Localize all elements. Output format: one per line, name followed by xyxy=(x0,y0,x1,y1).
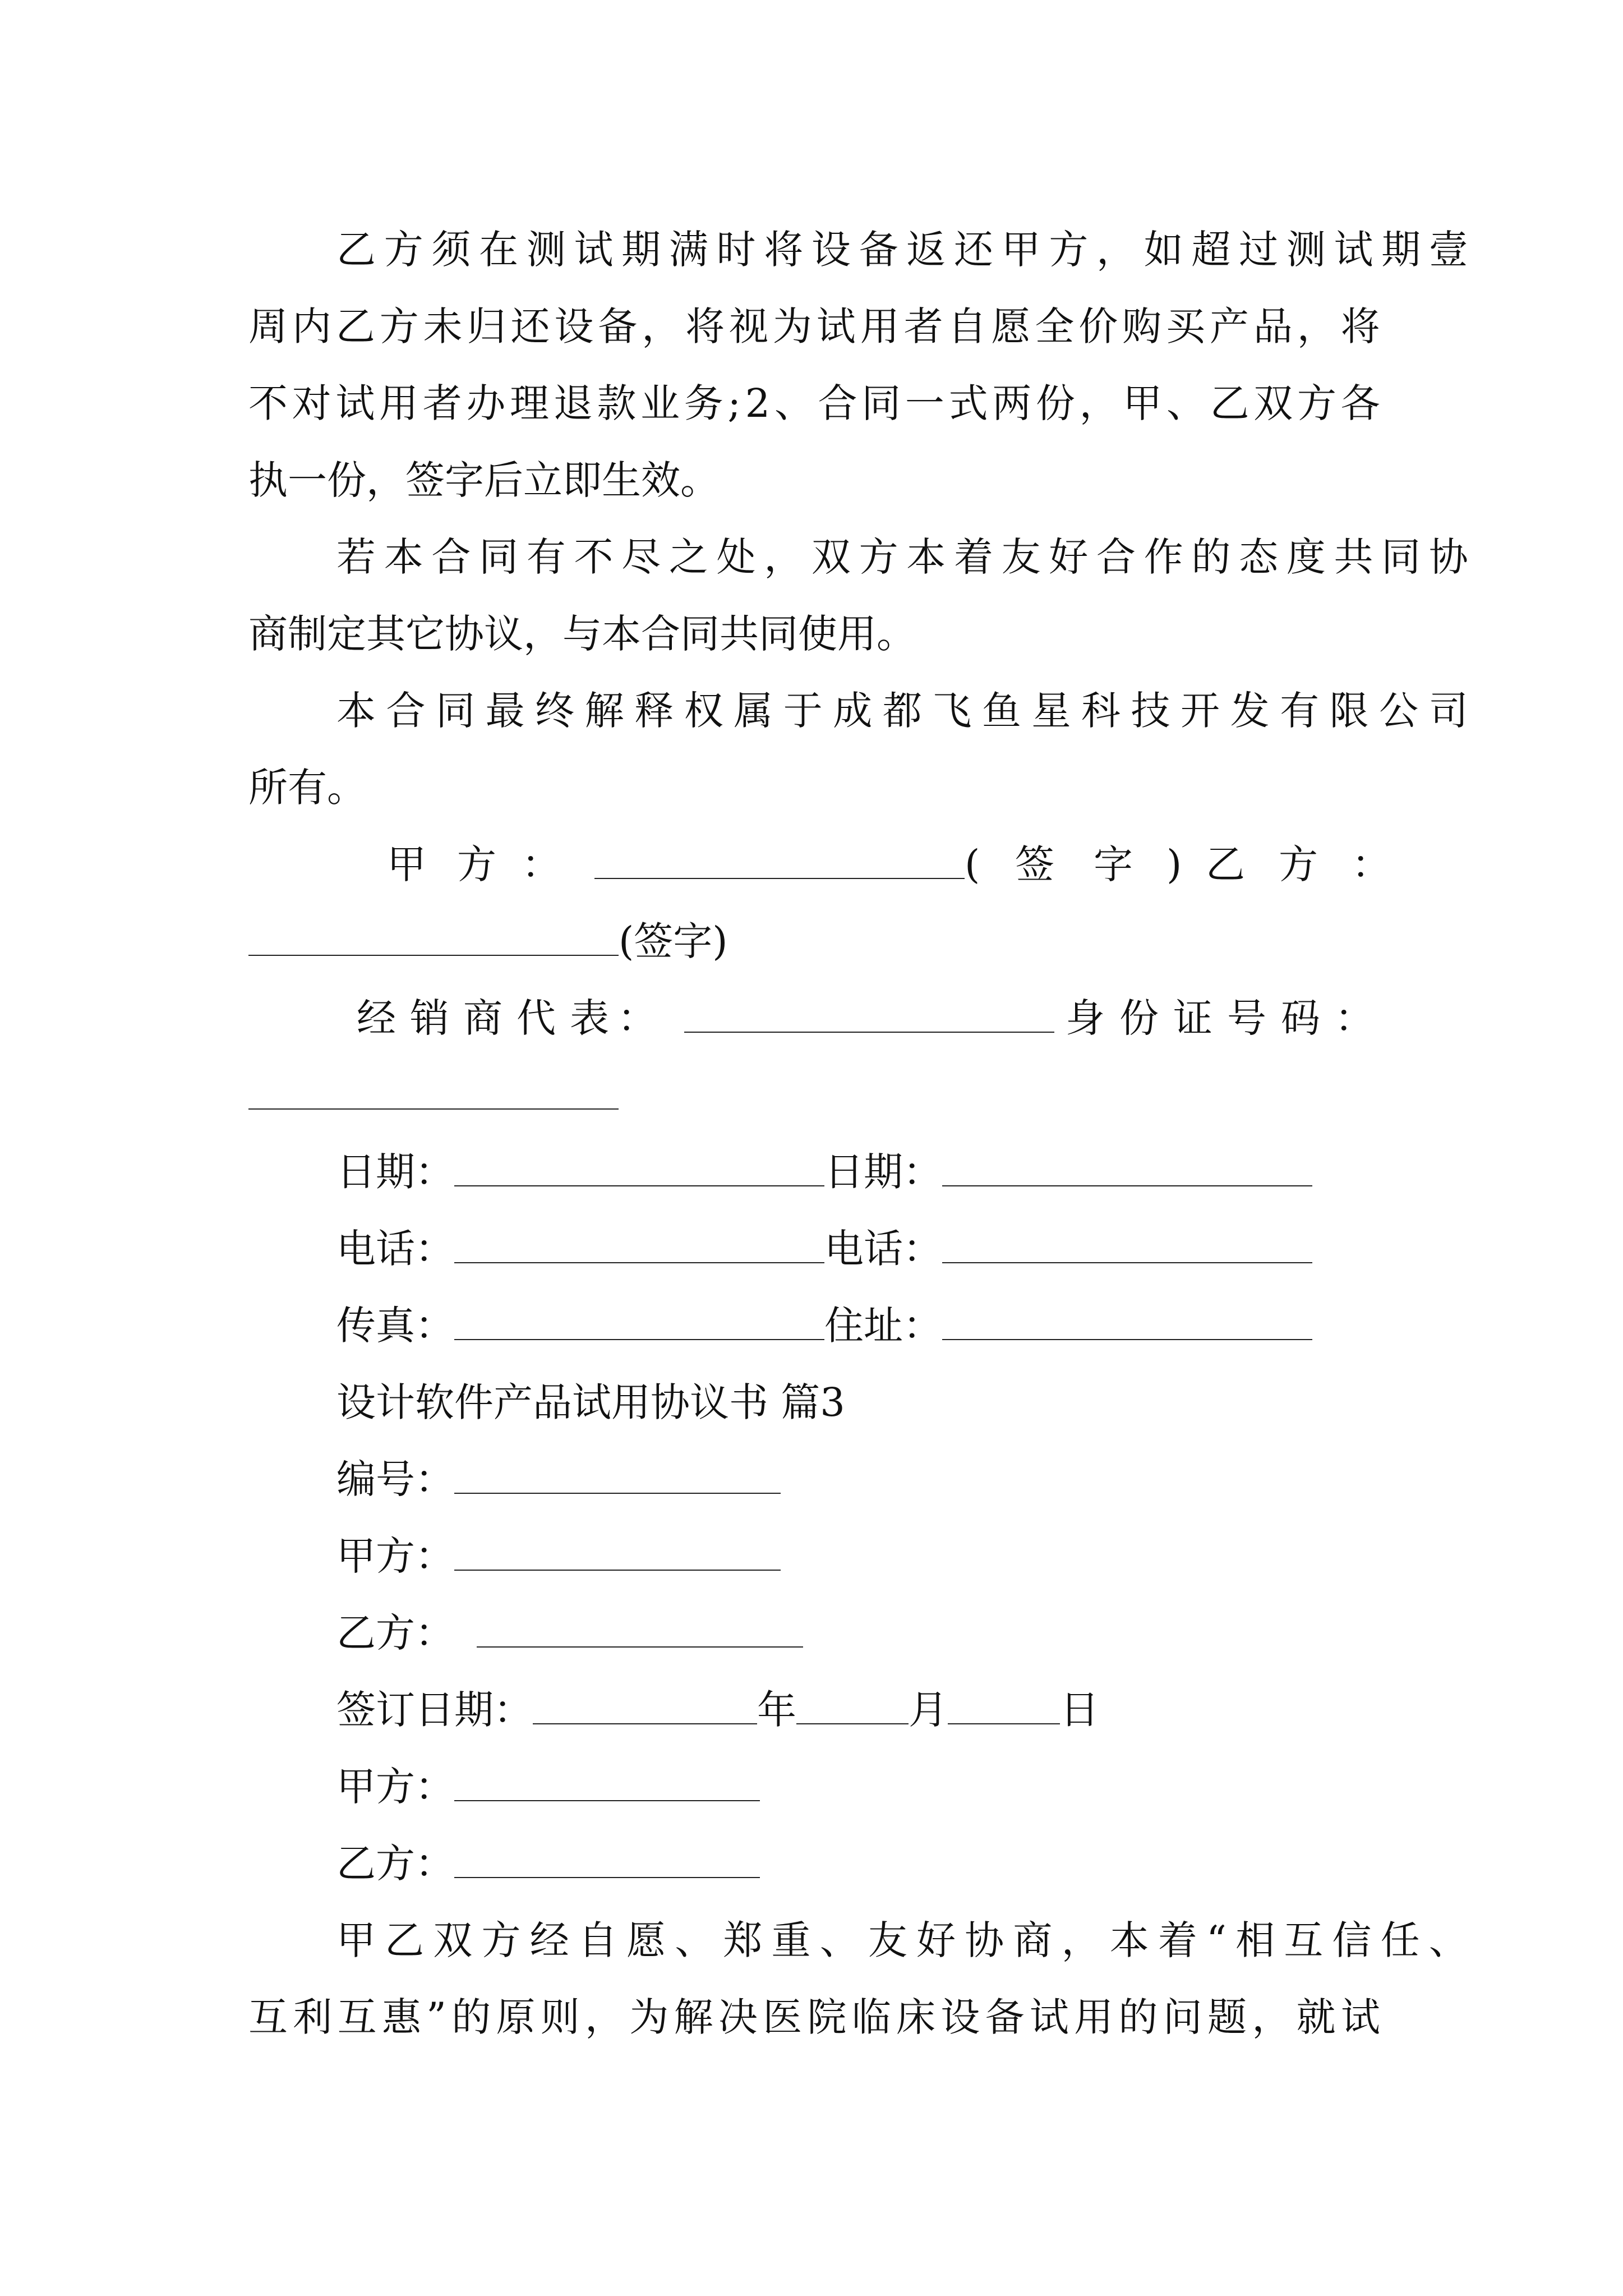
text-char: 务 xyxy=(684,380,723,426)
text-char: ， xyxy=(1079,380,1119,426)
fax-label: 传真： xyxy=(336,1303,454,1349)
text-char: 还 xyxy=(510,303,550,349)
text-char: 都 xyxy=(882,688,922,734)
number-row xyxy=(336,1451,781,1507)
label-char: 方 xyxy=(1279,841,1318,887)
text-char: 设 xyxy=(811,227,851,273)
text-char: 期 xyxy=(621,227,661,273)
text-char: 份 xyxy=(1035,380,1075,426)
text-char: 甲 xyxy=(1123,380,1163,426)
label-char: ( xyxy=(965,841,980,887)
month-label: 月 xyxy=(909,1687,948,1733)
text-char: 者 xyxy=(422,380,462,426)
text-char: 测 xyxy=(1286,227,1326,273)
text-char: 协 xyxy=(965,1917,1004,1963)
paragraph-line: 商制定其它协议，与本合同共同使用。 xyxy=(248,611,916,657)
text-char: 就 xyxy=(1296,1994,1336,2040)
text-char: 品 xyxy=(1253,303,1293,349)
month-blank[interactable] xyxy=(796,1682,909,1724)
party-a-row xyxy=(336,1528,781,1584)
text-char: 2 xyxy=(745,380,771,426)
text-char: 、 xyxy=(675,1917,714,1963)
text-char: 试 xyxy=(1340,1994,1380,2040)
text-char: 鱼 xyxy=(981,688,1021,734)
text-char: 返 xyxy=(906,227,946,273)
text-char: 则 xyxy=(540,1994,580,2040)
text-char: ， xyxy=(1297,303,1336,349)
text-char: ; xyxy=(727,380,741,426)
address-blank[interactable] xyxy=(942,1297,1312,1340)
text-char: 用 xyxy=(379,380,419,426)
text-char: 临 xyxy=(851,1994,891,2040)
text-char: 壹 xyxy=(1428,227,1468,273)
text-char: 协 xyxy=(1428,534,1468,580)
text-char: 退 xyxy=(553,380,593,426)
label-char: 证 xyxy=(1173,995,1212,1041)
text-char: 解 xyxy=(674,1994,713,2040)
text-char: ， xyxy=(642,303,681,349)
paragraph-line: 执一份，签字后立即生效。 xyxy=(248,457,720,503)
paragraph-line xyxy=(336,529,1468,585)
id-number-row xyxy=(248,1067,619,1123)
text-char: 尽 xyxy=(621,534,661,580)
text-char: 商 xyxy=(1013,1917,1053,1963)
text-char: 态 xyxy=(1239,534,1279,580)
text-char: 重 xyxy=(771,1917,811,1963)
text-char: 将 xyxy=(1340,303,1380,349)
text-char: 一 xyxy=(905,380,944,426)
text-char: 作 xyxy=(1144,534,1183,580)
party-a-blank-2[interactable] xyxy=(454,1759,760,1801)
paragraph-line xyxy=(336,222,1468,278)
text-char: “ xyxy=(1206,1917,1227,1963)
text-char: 同 xyxy=(1381,534,1421,580)
phone-blank-a[interactable] xyxy=(454,1221,824,1263)
text-char: 为 xyxy=(629,1994,669,2040)
text-char: 床 xyxy=(896,1994,936,2040)
text-char: 互 xyxy=(1284,1917,1324,1963)
phone-label: 电话： xyxy=(824,1226,942,1272)
text-char: 相 xyxy=(1235,1917,1275,1963)
year-blank[interactable] xyxy=(533,1682,757,1724)
text-char: 同 xyxy=(436,688,476,734)
text-char: 着 xyxy=(1158,1917,1197,1963)
text-char: 超 xyxy=(1191,227,1231,273)
party-b-blank-2[interactable] xyxy=(454,1835,760,1878)
day-label: 日 xyxy=(1060,1687,1099,1733)
text-char: 经 xyxy=(529,1917,569,1963)
number-label: 编号： xyxy=(336,1456,454,1502)
text-char: 公 xyxy=(1379,688,1419,734)
text-char: 方 xyxy=(481,1917,521,1963)
text-char: 释 xyxy=(634,688,674,734)
text-char: 产 xyxy=(1209,303,1249,349)
text-char: 试 xyxy=(816,303,856,349)
text-char: 自 xyxy=(947,303,987,349)
id-number-blank[interactable] xyxy=(248,1067,619,1110)
text-char: 满 xyxy=(668,227,708,273)
text-char: 甲 xyxy=(336,1917,376,1963)
text-char: 双 xyxy=(1253,380,1293,426)
paragraph-line xyxy=(248,1989,1380,2045)
text-char: 两 xyxy=(992,380,1032,426)
text-char: 对 xyxy=(292,380,331,426)
text-char: 乙 xyxy=(1210,380,1249,426)
text-char: 合 xyxy=(818,380,857,426)
party-b-label: 乙方： xyxy=(336,1610,454,1656)
text-char: 任 xyxy=(1380,1917,1420,1963)
label-char: 商 xyxy=(463,995,502,1041)
text-char: 试 xyxy=(1029,1994,1069,2040)
text-char: 业 xyxy=(640,380,680,426)
text-char: 医 xyxy=(763,1994,803,2040)
text-char: 归 xyxy=(467,303,506,349)
text-char: 备 xyxy=(859,227,898,273)
text-char: 内 xyxy=(292,303,331,349)
label-char: 码 xyxy=(1281,995,1320,1041)
sign-label: (签字) xyxy=(619,918,728,964)
party-b-row xyxy=(336,1605,803,1661)
date-row xyxy=(336,1144,1312,1200)
text-char: 视 xyxy=(728,303,768,349)
text-char: 的 xyxy=(1118,1994,1158,2040)
text-char: 于 xyxy=(783,688,823,734)
phone-label: 电话： xyxy=(336,1226,454,1272)
label-char: ： xyxy=(1352,841,1391,887)
text-char: 司 xyxy=(1428,688,1468,734)
text-char: 愿 xyxy=(991,303,1031,349)
fax-blank[interactable] xyxy=(454,1297,824,1340)
section-title: 设计软件产品试用协议书 篇3 xyxy=(336,1379,845,1425)
text-char: 惠 xyxy=(381,1994,421,2040)
text-char: 限 xyxy=(1329,688,1369,734)
text-char: 试 xyxy=(574,227,614,273)
text-char: 试 xyxy=(335,380,375,426)
signature-blank-party-a[interactable] xyxy=(594,836,965,879)
text-char: 开 xyxy=(1181,688,1220,734)
date-label: 日期： xyxy=(336,1149,454,1195)
label-char: 乙 xyxy=(1206,841,1245,887)
label-char: ： xyxy=(1335,995,1374,1041)
text-char: 飞 xyxy=(932,688,972,734)
text-char: 须 xyxy=(431,227,471,273)
paragraph-line xyxy=(248,298,1380,355)
text-char: 本 xyxy=(1109,1917,1149,1963)
paragraph-line xyxy=(248,375,1380,431)
text-char: 设 xyxy=(554,303,594,349)
text-char: 好 xyxy=(916,1917,956,1963)
text-char: 、 xyxy=(819,1917,859,1963)
text-char: 本 xyxy=(906,534,946,580)
text-char: 互 xyxy=(337,1994,377,2040)
text-char: 试 xyxy=(1334,227,1373,273)
label-char: 字 xyxy=(1094,841,1133,887)
text-char: 不 xyxy=(248,380,288,426)
text-char: 合 xyxy=(1096,534,1136,580)
text-char: 款 xyxy=(597,380,637,426)
text-char: 院 xyxy=(807,1994,847,2040)
fax-row xyxy=(336,1297,1312,1354)
party-a-label: 甲方： xyxy=(336,1764,454,1810)
label-char: 号 xyxy=(1227,995,1266,1041)
label-char: 代 xyxy=(517,995,556,1041)
dealer-blank[interactable] xyxy=(684,990,1054,1033)
text-char: 备 xyxy=(598,303,638,349)
text-char: 合 xyxy=(431,534,471,580)
party-b-row-2 xyxy=(336,1835,760,1892)
label-char: 表 xyxy=(570,995,609,1041)
text-char: 权 xyxy=(684,688,723,734)
party-a-blank[interactable] xyxy=(454,1528,781,1571)
label-char: 份 xyxy=(1119,995,1159,1041)
text-char: 共 xyxy=(1334,534,1373,580)
text-char: 同 xyxy=(861,380,901,426)
text-char: ， xyxy=(585,1994,625,2040)
text-char: 若 xyxy=(336,534,376,580)
text-char: 用 xyxy=(860,303,900,349)
text-char: 终 xyxy=(535,688,575,734)
signature-row-party-b xyxy=(248,913,728,969)
text-char: 将 xyxy=(764,227,804,273)
party-a-label: 甲方： xyxy=(336,1533,454,1579)
text-char: 同 xyxy=(479,534,519,580)
text-char: 乙 xyxy=(336,227,376,273)
text-char: 方 xyxy=(1049,227,1089,273)
party-b-blank[interactable] xyxy=(477,1605,803,1648)
date-blank-a[interactable] xyxy=(454,1144,824,1186)
text-char: 愿 xyxy=(626,1917,666,1963)
paragraph-line xyxy=(336,683,1468,739)
text-char: 乙 xyxy=(385,1917,425,1963)
paragraph-line: 所有。 xyxy=(248,765,366,811)
text-char: 时 xyxy=(716,227,756,273)
text-char: 、 xyxy=(1166,380,1206,426)
phone-blank-b[interactable] xyxy=(942,1221,1312,1263)
sign-date-label: 签订日期： xyxy=(336,1687,533,1733)
text-char: 解 xyxy=(584,688,624,734)
text-char: 方 xyxy=(384,227,423,273)
text-char: 方 xyxy=(379,303,419,349)
text-char: 各 xyxy=(1340,380,1380,426)
text-char: 的 xyxy=(451,1994,491,2040)
text-char: 合 xyxy=(386,688,426,734)
text-char: 未 xyxy=(423,303,463,349)
text-char: 互 xyxy=(248,1994,288,2040)
year-label: 年 xyxy=(757,1687,796,1733)
text-char: 题 xyxy=(1207,1994,1247,2040)
text-char: 原 xyxy=(496,1994,536,2040)
text-char: 双 xyxy=(811,534,851,580)
text-char: 自 xyxy=(578,1917,617,1963)
text-char: 不 xyxy=(574,534,614,580)
text-char: 决 xyxy=(718,1994,758,2040)
text-char: 将 xyxy=(685,303,725,349)
text-char: 期 xyxy=(1381,227,1421,273)
text-char: 发 xyxy=(1230,688,1270,734)
text-char: 办 xyxy=(466,380,506,426)
text-char: 有 xyxy=(1280,688,1320,734)
text-char: 为 xyxy=(772,303,812,349)
text-char: 问 xyxy=(1163,1994,1202,2040)
text-char: 测 xyxy=(526,227,566,273)
text-char: 信 xyxy=(1332,1917,1372,1963)
label-char: 销 xyxy=(410,995,449,1041)
text-char: 价 xyxy=(1078,303,1118,349)
text-char: 用 xyxy=(1074,1994,1114,2040)
text-char: 、 xyxy=(774,380,814,426)
text-char: 设 xyxy=(940,1994,980,2040)
text-char: 技 xyxy=(1131,688,1170,734)
text-char: 友 xyxy=(1001,534,1041,580)
label-char: ) xyxy=(1166,841,1182,887)
text-char: 属 xyxy=(734,688,773,734)
text-char: ， xyxy=(1061,1917,1101,1963)
party-a-row-2 xyxy=(336,1759,760,1815)
text-char: 科 xyxy=(1081,688,1121,734)
text-char: 的 xyxy=(1191,534,1231,580)
label-char: 甲 xyxy=(387,841,426,887)
text-char: 式 xyxy=(948,380,988,426)
text-char: 还 xyxy=(953,227,993,273)
text-char: ” xyxy=(426,1994,446,2040)
phone-row xyxy=(336,1221,1312,1277)
text-char: 者 xyxy=(903,303,943,349)
party-b-label: 乙方： xyxy=(336,1841,454,1887)
date-label: 日期： xyxy=(824,1149,942,1195)
text-char: 本 xyxy=(336,688,376,734)
text-char: 、 xyxy=(1428,1917,1468,1963)
text-char: 甲 xyxy=(1001,227,1041,273)
text-char: 备 xyxy=(985,1994,1025,2040)
text-char: 之 xyxy=(668,534,708,580)
text-char: ， xyxy=(1252,1994,1292,2040)
sign-date-row xyxy=(336,1682,1099,1738)
signature-blank-party-b[interactable] xyxy=(248,913,619,956)
text-char: 在 xyxy=(479,227,519,273)
text-char: 有 xyxy=(526,534,566,580)
text-char: 如 xyxy=(1144,227,1183,273)
text-char: 着 xyxy=(953,534,993,580)
text-char: 友 xyxy=(868,1917,907,1963)
text-char: 本 xyxy=(384,534,423,580)
label-char: 方 xyxy=(457,841,496,887)
number-blank[interactable] xyxy=(454,1451,781,1494)
text-char: 方 xyxy=(859,534,898,580)
text-char: 最 xyxy=(485,688,525,734)
label-char: 签 xyxy=(1015,841,1054,887)
text-char: ， xyxy=(764,534,804,580)
text-char: 理 xyxy=(510,380,550,426)
text-char: 全 xyxy=(1035,303,1075,349)
text-char: 郑 xyxy=(723,1917,763,1963)
label-char: ： xyxy=(617,995,657,1041)
text-char: 处 xyxy=(716,534,756,580)
label-char: 身 xyxy=(1066,995,1105,1041)
text-char: 利 xyxy=(293,1994,333,2040)
day-blank[interactable] xyxy=(948,1682,1060,1724)
label-char: ： xyxy=(522,841,561,887)
label-char: 经 xyxy=(357,995,396,1041)
text-char: 乙 xyxy=(335,303,375,349)
text-char: 度 xyxy=(1286,534,1326,580)
date-blank-b[interactable] xyxy=(942,1144,1312,1186)
text-char: 买 xyxy=(1166,303,1206,349)
text-char: 方 xyxy=(1297,380,1336,426)
text-char: 周 xyxy=(248,303,288,349)
text-char: 星 xyxy=(1031,688,1071,734)
address-label: 住址： xyxy=(824,1303,942,1349)
text-char: 成 xyxy=(833,688,873,734)
paragraph-line xyxy=(336,1912,1468,1968)
text-char: ， xyxy=(1096,227,1136,273)
text-char: 好 xyxy=(1049,534,1089,580)
text-char: 过 xyxy=(1239,227,1279,273)
text-char: 双 xyxy=(433,1917,473,1963)
text-char: 购 xyxy=(1122,303,1162,349)
